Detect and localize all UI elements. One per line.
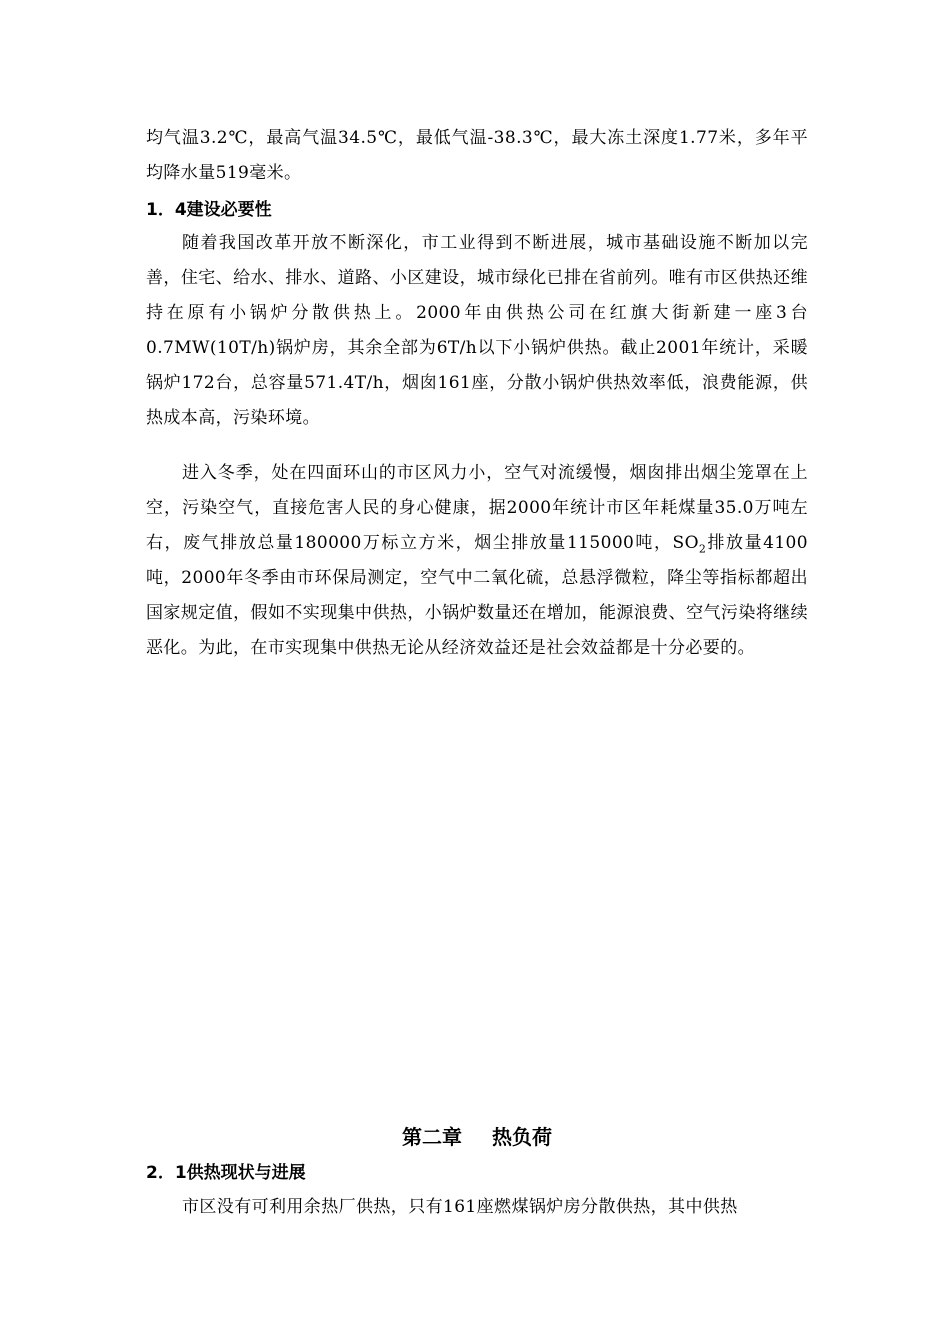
document-page <box>146 0 808 1344</box>
section-heading-1-4: 1．4建设必要性 <box>146 200 272 220</box>
necessity-paragraph-2-part-b: 排放量4100吨，2000年冬季由市环保局测定，空气中二氧化硫，总悬浮微粒，降尘等指标都超出国家规定值，假如不实现集中供热，小锅炉数量还在增加，能源浪费、空气污染将继续恶化。为此，在市实现集中供热无论从经济效益还是社会效益都是十分必要的。 <box>146 533 808 658</box>
climate-paragraph: 均气温3.2℃，最高气温34.5℃，最低气温-38.3℃，最大冻土深度1.77米，多年平均降水量519毫米。 <box>146 128 808 183</box>
chapter-heading <box>146 1124 808 1150</box>
chapter-title: 热负荷 <box>492 1125 552 1149</box>
necessity-paragraph-2 <box>146 456 808 666</box>
so2-subscript: 2 <box>698 542 707 556</box>
necessity-paragraph-2-part-a: 进入冬季，处在四面环山的市区风力小，空气对流缓慢，烟囱排出烟尘笼罩在上空，污染空气，直接危害人民的身心健康，据2000年统计市区年耗煤量35.0万吨左右，废气排放总量180000万标立方米，烟尘排放量115000吨，SO <box>146 463 808 553</box>
section-heading-2-1: 2．1供热现状与进展 <box>146 1163 306 1183</box>
necessity-paragraph-1: 随着我国改革开放不断深化，市工业得到不断进展，城市基础设施不断加以完善，住宅、给水、排水、道路、小区建设，城市绿化已排在省前列。唯有市区供热还维持在原有小锅炉分散供热上。2000年由供热公司在红旗大街新建一座3台0.7MW(10T/h)锅炉房，其余全部为6T/h以下小锅炉供热。截止2001年统计，采暖锅炉172台，总容量571.4T/h，烟囱161座，分散小锅炉供热效率低，浪费能源，供热成本高，污染环境。 <box>146 233 808 428</box>
chapter-number: 第二章 <box>402 1125 462 1149</box>
status-paragraph: 市区没有可利用余热厂供热，只有161座燃煤锅炉房分散供热，其中供热 <box>182 1197 738 1217</box>
